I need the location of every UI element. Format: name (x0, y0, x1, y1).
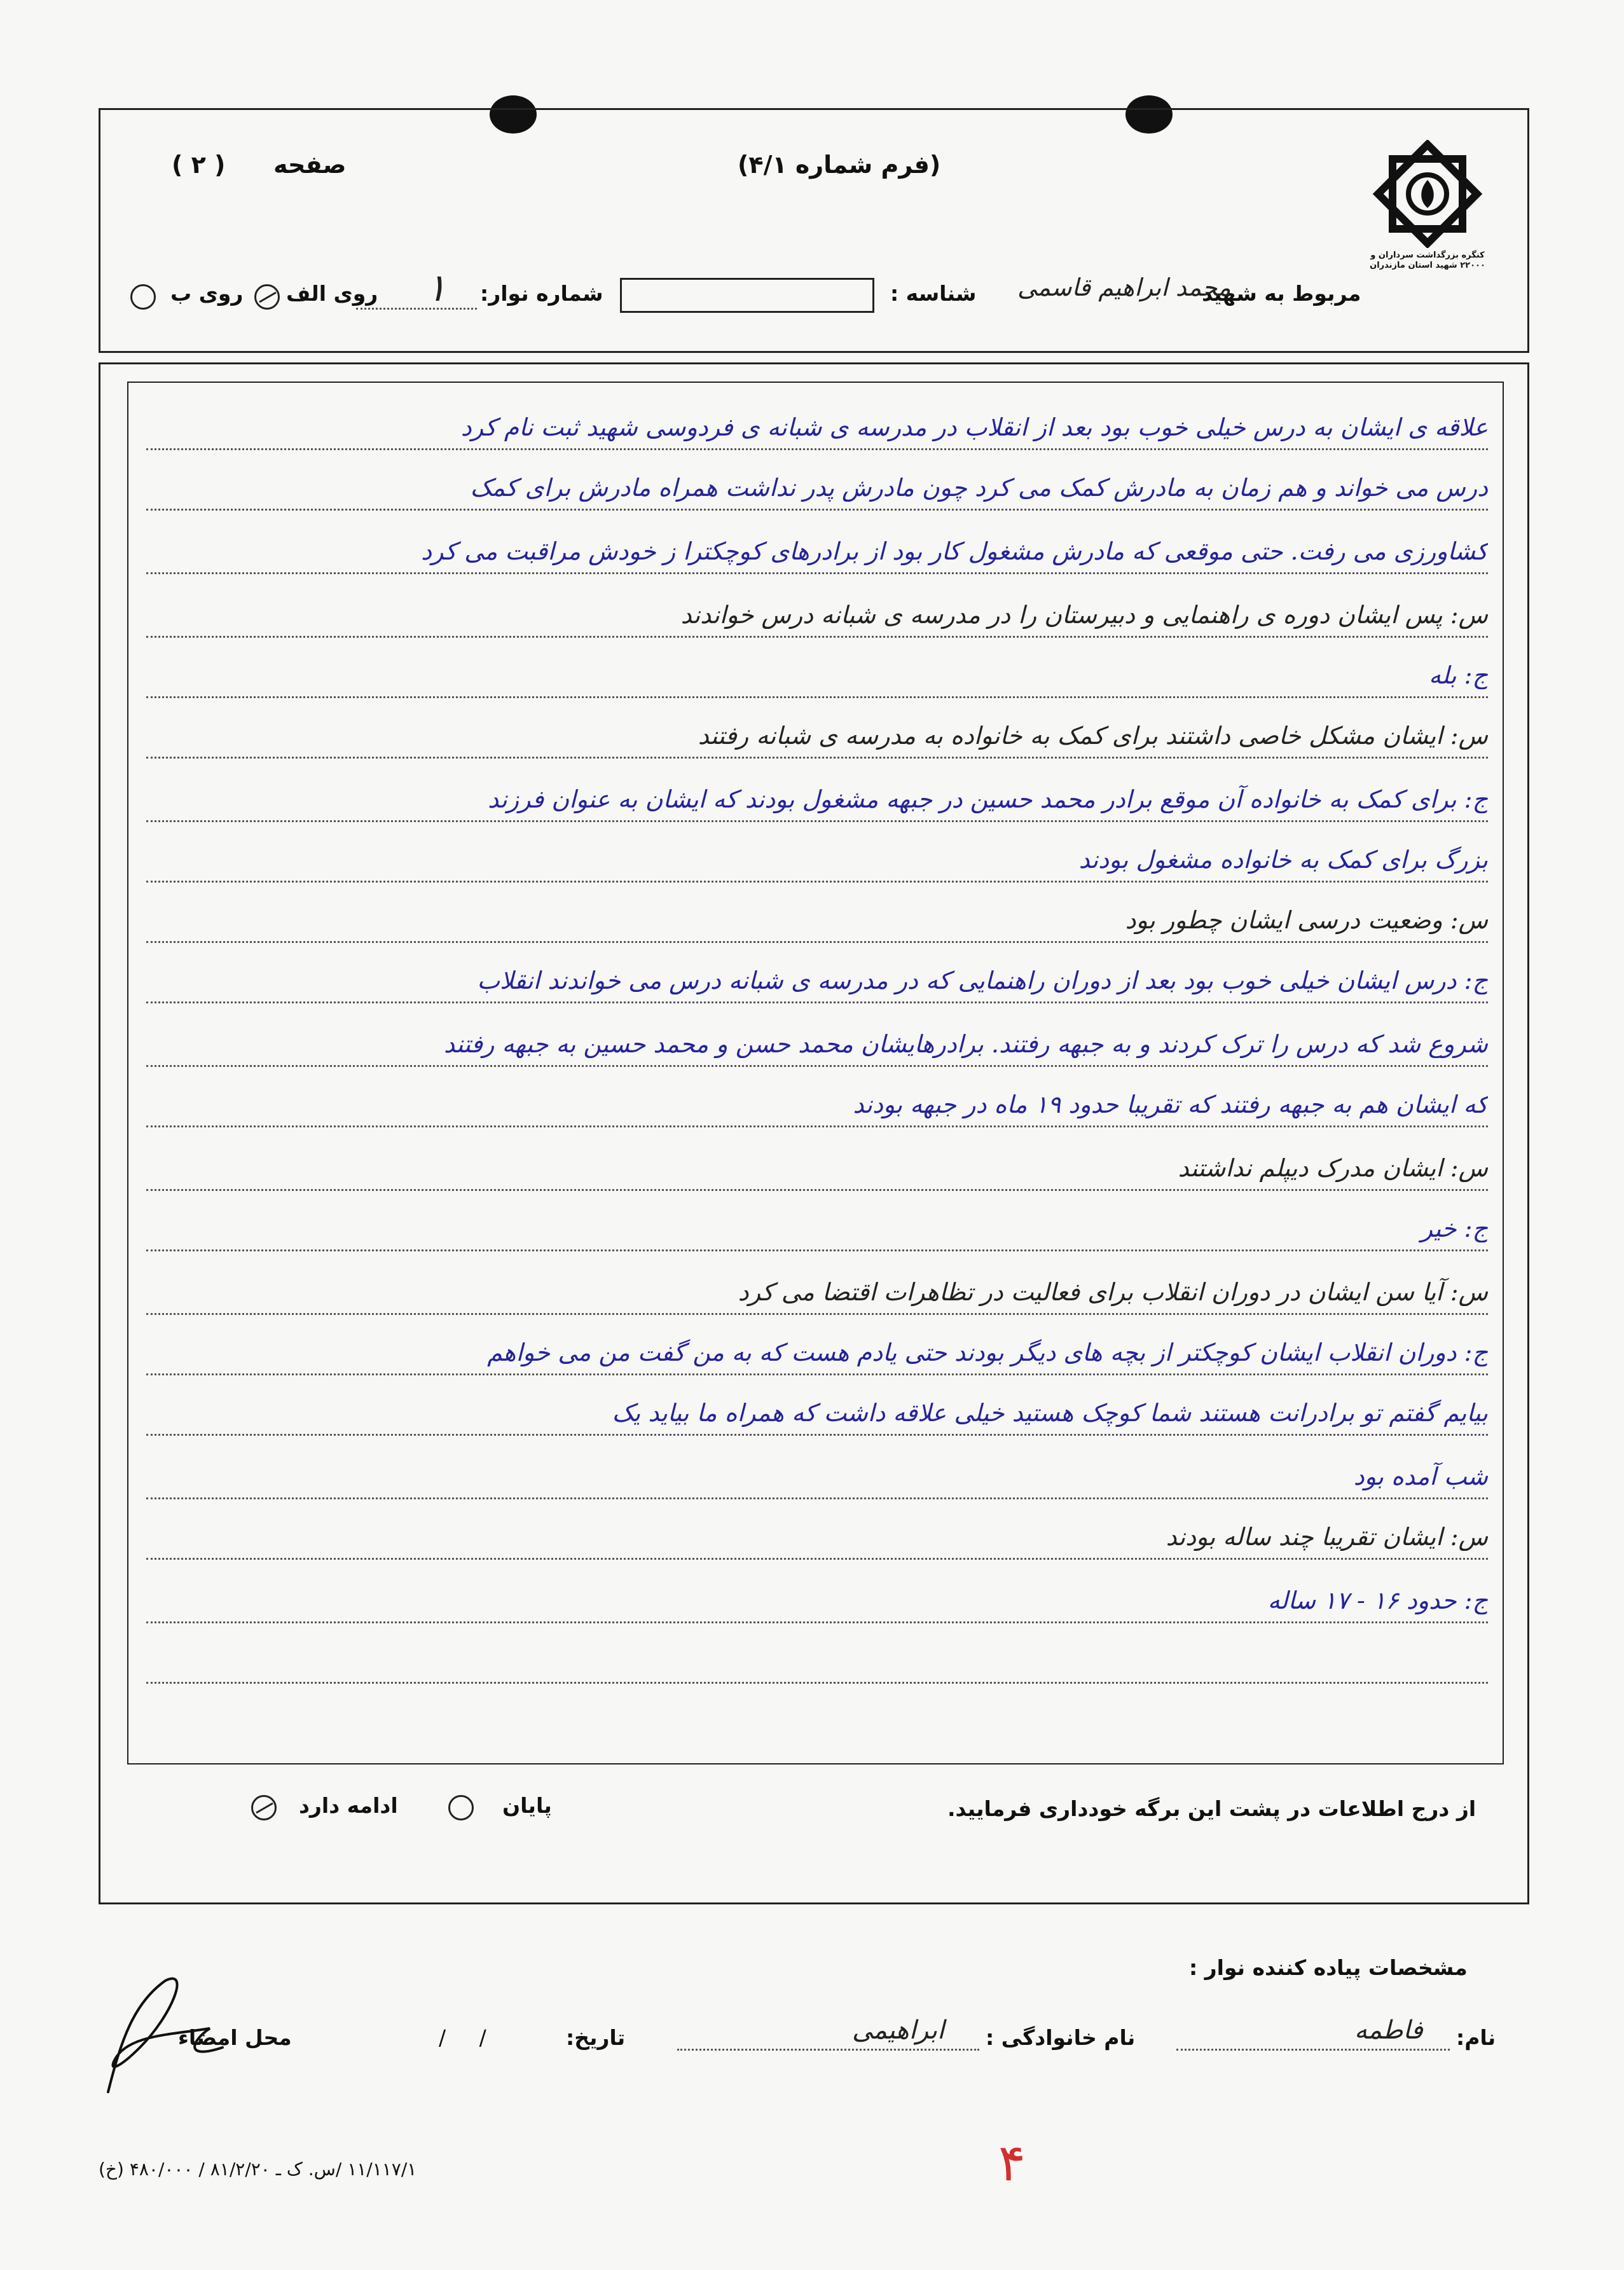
transcript-line: ج: برای کمک به خانواده آن موقع برادر محمد حسین در جبهه مشغول بودند که ایشان به عنوان فرزند (488, 785, 1488, 813)
end-checkbox[interactable] (448, 1795, 474, 1820)
family-value: ابراهیمی (852, 2016, 945, 2045)
ruled-line (146, 1558, 1488, 1560)
transcript-line: بیایم گفتم تو برادرانت هستند شما کوچک هستید خیلی علاقه داشت که همراه ما بیاید یک (612, 1399, 1488, 1427)
transcript-line: س: ایشان مدرک دیپلم نداشتند (1178, 1154, 1488, 1182)
name-value: فاطمه (1354, 2016, 1423, 2045)
signature-image (95, 1965, 235, 2105)
body-inner-frame (127, 382, 1504, 1764)
organization-logo (1367, 140, 1488, 270)
transcript-line: ج: حدود ۱۶ - ۱۷ ساله (1267, 1586, 1488, 1614)
transcript-line: ج: خیر (1421, 1214, 1488, 1242)
header-frame (99, 108, 1529, 353)
family-label: نام خانوادگی : (986, 2025, 1136, 2050)
ruled-line (146, 509, 1488, 511)
transcript-line: ج: بله (1429, 661, 1488, 689)
page-number: ( ۲ ) (172, 151, 226, 179)
tape-label: شماره نوار: (480, 281, 603, 306)
continues-checkbox[interactable] (251, 1795, 277, 1820)
side-b-label: روی ب (170, 281, 244, 306)
ruled-line (146, 1189, 1488, 1191)
transcript-line: س: پس ایشان دوره ی راهنمایی و دبیرستان را در مدرسه ی شبانه درس خواندند (680, 601, 1488, 629)
ruled-line (146, 696, 1488, 698)
ruled-line (146, 820, 1488, 822)
transcript-line: ج: درس ایشان خیلی خوب بود بعد از دوران راهنمایی که در مدرسه ی شبانه درس می خواندند انقلاب (477, 966, 1488, 994)
transcript-line: س: آیا سن ایشان در دوران انقلاب برای فعالیت در تظاهرات اقتضا می کرد (738, 1278, 1488, 1306)
tape-number-line (356, 308, 477, 310)
tape-number: ۱ (426, 266, 447, 310)
id-field[interactable] (620, 278, 874, 313)
transcript-line: شروع شد که درس را ترک کردند و به جبهه رفتند. برادرهایشان محمد حسن و محمد حسین به جبهه رفتند (443, 1030, 1488, 1058)
page-label: صفحه (273, 151, 347, 179)
ruled-line (146, 1621, 1488, 1623)
ruled-line (146, 636, 1488, 638)
ruled-line (146, 1065, 1488, 1067)
ruled-line (146, 941, 1488, 943)
side-a-checkbox[interactable] (254, 284, 280, 310)
transcript-line: کشاورزی می رفت. حتی موقعی که مادرش مشغول کار بود از برادرهای کوچکترا ز خودش مراقبت می کرد (421, 537, 1488, 565)
ruled-line (146, 572, 1488, 574)
ruled-line (146, 1434, 1488, 1436)
page-mark: ۴ (998, 2133, 1026, 2192)
ruled-line (146, 1497, 1488, 1499)
transcript-line: س: وضعیت درسی ایشان چطور بود (1125, 906, 1488, 934)
family-line (677, 2049, 979, 2051)
ruled-line (146, 1249, 1488, 1251)
martyr-name: محمد ابراهیم قاسمی (1017, 273, 1231, 301)
date-value: / / (439, 2025, 486, 2050)
continues-label: ادامه دارد (299, 1793, 398, 1818)
ruled-line (146, 1313, 1488, 1315)
transcript-line: علاقه ی ایشان به درس خیلی خوب بود بعد از انقلاب در مدرسه ی شبانه ی فردوسی شهید ثبت نام کرد (460, 413, 1488, 441)
ruled-line (146, 448, 1488, 450)
name-label: نام: (1456, 2025, 1496, 2050)
side-a-label: روی الف (286, 281, 378, 306)
id-label: شناسه : (890, 281, 977, 306)
transcriber-heading: مشخصات پیاده کننده نوار : (1189, 1955, 1468, 1980)
transcript-line: شب آمده بود (1353, 1462, 1488, 1490)
side-b-checkbox[interactable] (130, 284, 156, 310)
back-side-notice: از درج اطلاعات در پشت این برگه خودداری فرمایید. (947, 1796, 1476, 1821)
form-number: (فرم شماره ۴/۱) (738, 151, 941, 179)
ruled-line (146, 1373, 1488, 1375)
transcript-line: ج: دوران انقلاب ایشان کوچکتر از بچه های دیگر بودند حتی یادم هست که به من گفت من می خواهم (487, 1338, 1488, 1366)
date-label: تاریخ: (566, 2025, 626, 2050)
end-label: پایان (502, 1793, 552, 1818)
logo-caption: کنگره بزرگداشت سرداران و ۲۲۰۰۰ شهید استان مازندران (1370, 251, 1485, 270)
martyr-label: مربوط به شهید (1202, 281, 1361, 306)
transcript-line: س: ایشان تقریبا چند ساله بودند (1166, 1523, 1488, 1551)
transcript-line: بزرگ برای کمک به خانواده مشغول بودند (1078, 846, 1488, 874)
ruled-line (146, 1001, 1488, 1003)
ruled-line (146, 1682, 1488, 1684)
transcript-line: س: ایشان مشکل خاصی داشتند برای کمک به خانواده به مدرسه ی شبانه رفتند (698, 722, 1488, 750)
name-line (1176, 2049, 1450, 2051)
signature-label: محل امضاء (178, 2025, 292, 2050)
ruled-line (146, 1125, 1488, 1127)
ruled-line (146, 881, 1488, 883)
form-code: ۱۱/۱۱۷/۱ /س. ک ـ ۸۱/۲/۲۰ / ۴۸۰/۰۰۰ (خ) (99, 2159, 417, 2180)
transcript-line: که ایشان هم به جبهه رفتند که تقریبا حدود ۱۹ ماه در جبهه بودند (853, 1090, 1488, 1118)
ruled-line (146, 757, 1488, 759)
transcript-line: درس می خواند و هم زمان به مادرش کمک می کرد چون مادرش پدر نداشت همراه مادرش برای کمک (470, 474, 1488, 502)
